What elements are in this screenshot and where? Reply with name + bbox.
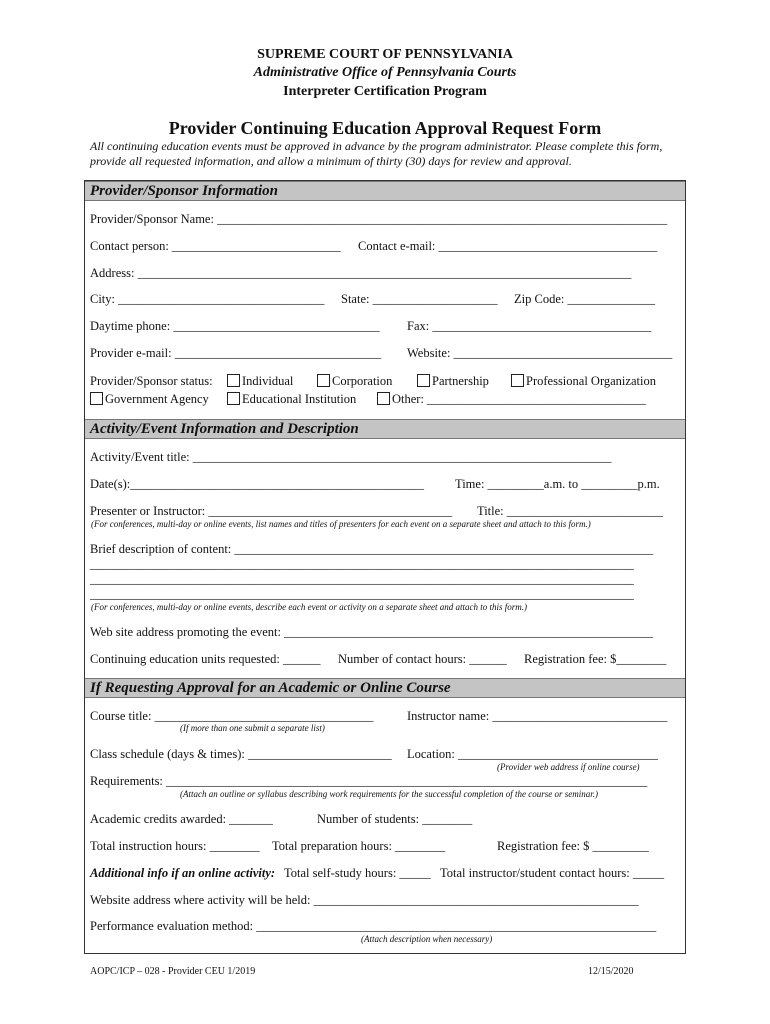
requirements-field[interactable]: Requirements: _____________________________________________________________________________	[90, 774, 648, 788]
provider-name-field[interactable]: Provider/Sponsor Name: ________________________________________________________________________	[90, 212, 668, 226]
checkbox-icon[interactable]	[377, 392, 390, 405]
academic-registration-fee-field[interactable]: Registration fee: $ _________	[497, 839, 649, 853]
evaluation-method-field[interactable]: Performance evaluation method: ________________________________________________________________	[90, 919, 657, 933]
checkbox-icon[interactable]	[511, 374, 524, 387]
description-note: (For conferences, multi-day or online events, describe each event or activity on a separate sheet and attach to this form.)	[91, 602, 528, 612]
fax-field[interactable]: Fax: ___________________________________	[407, 319, 652, 333]
class-schedule-field[interactable]: Class schedule (days & times): _______________________	[90, 747, 392, 761]
status-option-corporation[interactable]: Corporation	[317, 374, 392, 389]
state-field[interactable]: State: ____________________	[341, 292, 498, 306]
status-option-partnership[interactable]: Partnership	[417, 374, 489, 389]
status-label: Provider/Sponsor status:	[90, 374, 213, 388]
number-of-students-field[interactable]: Number of students: ________	[317, 812, 473, 826]
dates-field[interactable]: Date(s):_______________________________________________	[90, 477, 425, 491]
preparation-hours-field[interactable]: Total preparation hours: ________	[272, 839, 446, 853]
presenter-title-field[interactable]: Title: _________________________	[477, 504, 664, 518]
daytime-phone-field[interactable]: Daytime phone: _________________________________	[90, 319, 380, 333]
city-field[interactable]: City: _________________________________	[90, 292, 325, 306]
form-code: AOPC/ICP – 028 - Provider CEU 1/2019	[90, 966, 256, 977]
contact-hours-field[interactable]: Number of contact hours: ______	[338, 652, 507, 666]
instructor-contact-hours-field[interactable]: Total instructor/student contact hours: _____	[440, 866, 665, 880]
instruction-hours-field[interactable]: Total instruction hours: ________	[90, 839, 260, 853]
online-activity-label: Additional info if an online activity:	[90, 866, 276, 880]
web-address-field[interactable]: Web site address promoting the event: ___________________________________________________________	[90, 625, 653, 639]
checkbox-icon[interactable]	[90, 392, 103, 405]
section-academic-header: If Requesting Approval for an Academic or Online Course	[85, 678, 685, 698]
requirements-note: (Attach an outline or syllabus describing work requirements for the successful completion of the course or seminar.)	[180, 789, 599, 799]
checkbox-icon[interactable]	[317, 374, 330, 387]
form-date: 12/15/2020	[588, 966, 634, 977]
provider-email-field[interactable]: Provider e-mail: _________________________________	[90, 346, 381, 360]
description-line[interactable]: _______________________________________________________________________________________	[90, 572, 634, 586]
location-field[interactable]: Location: ________________________________	[407, 747, 659, 761]
status-option-educational[interactable]: Educational Institution	[227, 392, 356, 407]
description-line[interactable]: _______________________________________________________________________________________	[90, 587, 634, 601]
office-name: Administrative Office of Pennsylvania Courts	[253, 65, 517, 80]
program-name: Interpreter Certification Program	[283, 84, 487, 99]
description-line[interactable]: _______________________________________________________________________________________	[90, 557, 634, 571]
activity-website-field[interactable]: Website address where activity will be held: ____________________________________________________	[90, 893, 639, 907]
course-title-note: (If more than one submit a separate list)	[180, 723, 325, 733]
activity-title-field[interactable]: Activity/Event title: ___________________________________________________________________	[90, 450, 612, 464]
instructor-name-field[interactable]: Instructor name: ____________________________	[407, 709, 668, 723]
time-field[interactable]: Time: _________a.m. to _________p.m.	[455, 477, 660, 491]
status-option-individual[interactable]: Individual	[227, 374, 293, 389]
academic-credits-field[interactable]: Academic credits awarded: _______	[90, 812, 273, 826]
presenter-field[interactable]: Presenter or Instructor: _______________________________________	[90, 504, 453, 518]
checkbox-icon[interactable]	[227, 392, 240, 405]
location-note: (Provider web address if online course)	[497, 762, 640, 772]
evaluation-note: (Attach description when necessary)	[361, 934, 493, 944]
section-provider-header: Provider/Sponsor Information	[85, 181, 685, 201]
checkbox-icon[interactable]	[227, 374, 240, 387]
form-title: Provider Continuing Education Approval Request Form	[168, 118, 602, 138]
contact-email-field[interactable]: Contact e-mail: ___________________________________	[358, 239, 658, 253]
checkbox-icon[interactable]	[417, 374, 430, 387]
ceu-field[interactable]: Continuing education units requested: ______	[90, 652, 321, 666]
status-option-government[interactable]: Government Agency	[90, 392, 209, 407]
registration-fee-field[interactable]: Registration fee: $________	[524, 652, 667, 666]
contact-person-field[interactable]: Contact person: ___________________________	[90, 239, 341, 253]
court-name: SUPREME COURT OF PENNSYLVANIA	[257, 47, 513, 62]
status-option-professional[interactable]: Professional Organization	[511, 374, 656, 389]
intro-text: All continuing education events must be approved in advance by the program administrator. Please complete this form, provide all requested information, and allow a minimum of thirty (30) days for review and approval.	[90, 139, 663, 168]
course-title-field[interactable]: Course title: ___________________________________	[90, 709, 374, 723]
description-field[interactable]: Brief description of content: ___________________________________________________________________	[90, 542, 654, 556]
status-option-other[interactable]: Other: ___________________________________	[377, 392, 646, 407]
presenter-note: (For conferences, multi-day or online events, list names and titles of presenters for each event on a separate sheet and attach to this form.)	[91, 519, 591, 529]
address-field[interactable]: Address: _______________________________________________________________________________	[90, 266, 632, 280]
section-activity-header: Activity/Event Information and Description	[85, 419, 685, 439]
self-study-hours-field[interactable]: Total self-study hours: _____	[284, 866, 431, 880]
zip-field[interactable]: Zip Code: ______________	[514, 292, 655, 306]
website-field[interactable]: Website: ___________________________________	[407, 346, 673, 360]
